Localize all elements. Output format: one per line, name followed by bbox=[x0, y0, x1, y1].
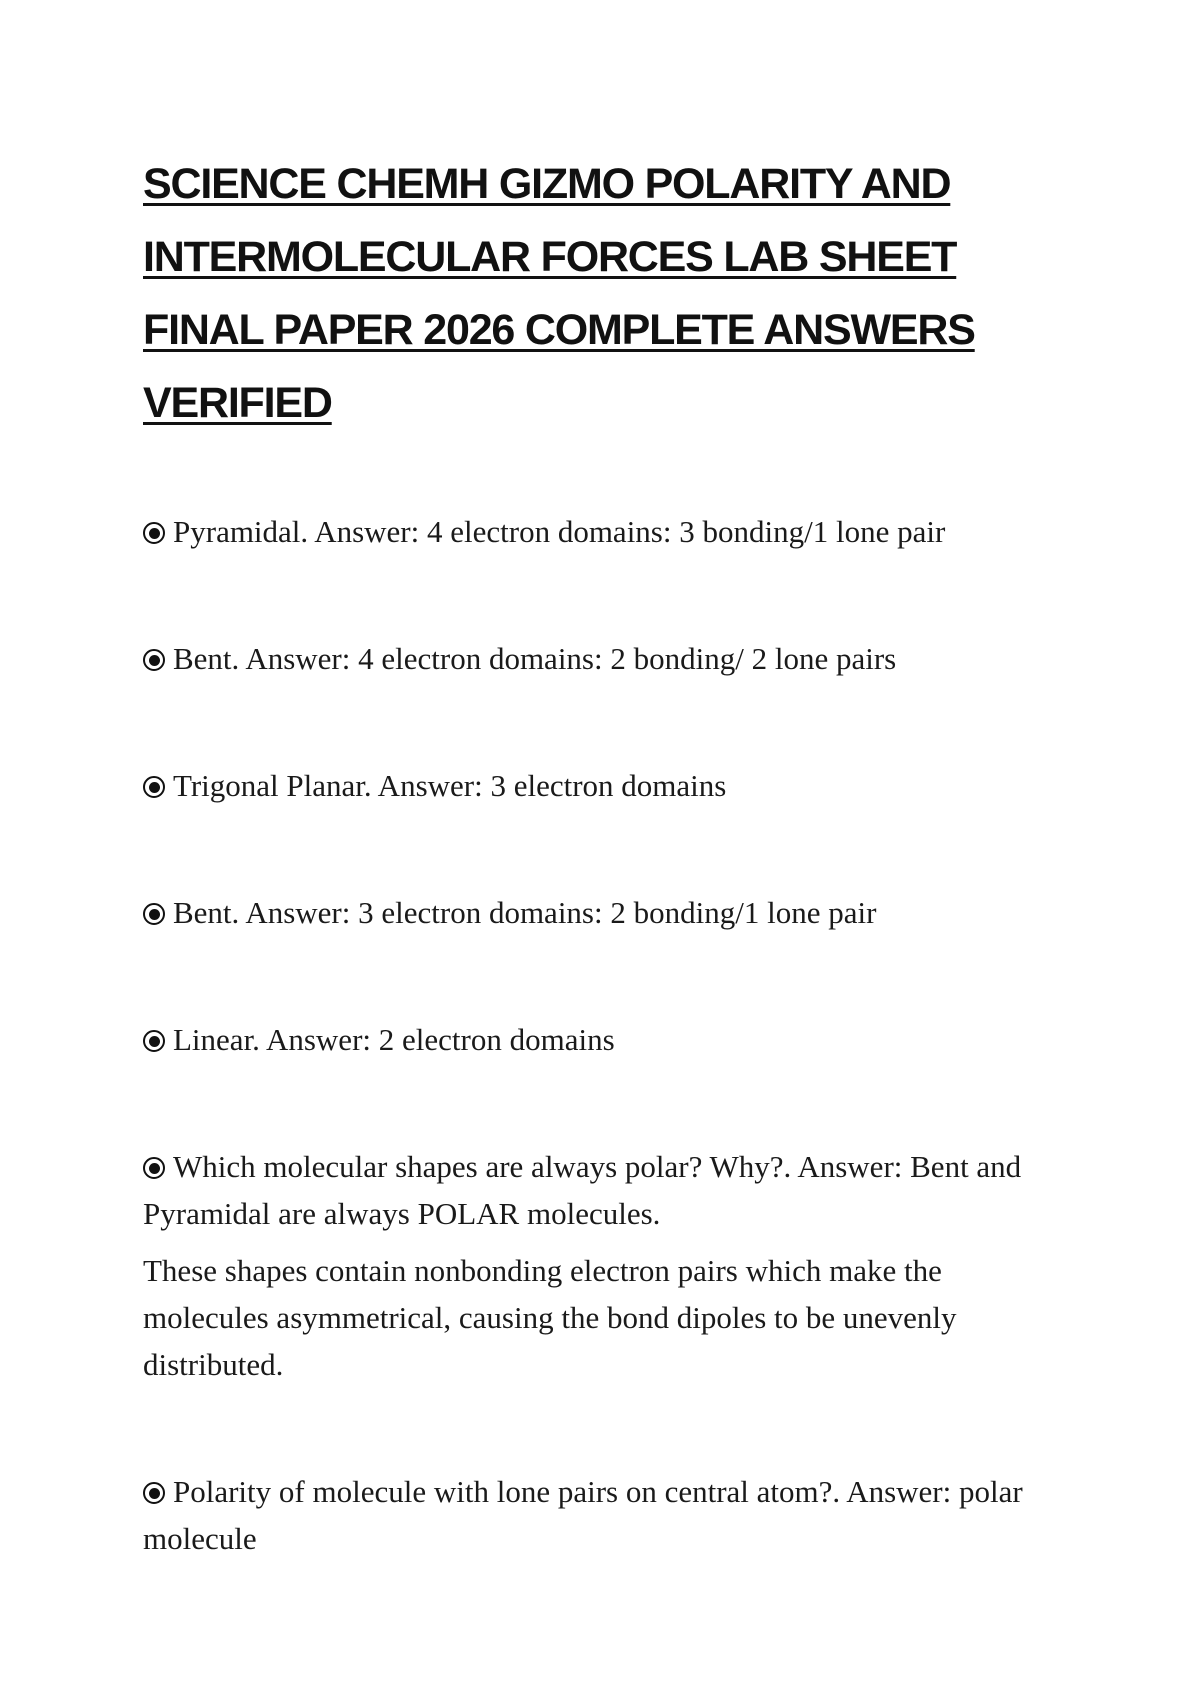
qa-item bbox=[143, 1143, 1050, 1388]
qa-item bbox=[143, 1016, 1050, 1063]
qa-text: Which molecular shapes are always polar? Why?. Answer: Bent and Pyramidal are always POLAR molecules. bbox=[143, 1149, 1022, 1231]
radio-bullet-icon bbox=[143, 1157, 165, 1179]
qa-item bbox=[143, 762, 1050, 809]
qa-text: Bent. Answer: 4 electron domains: 2 bonding/ 2 lone pairs bbox=[173, 641, 897, 676]
qa-text: Linear. Answer: 2 electron domains bbox=[173, 1022, 615, 1057]
qa-text: Bent. Answer: 3 electron domains: 2 bonding/1 lone pair bbox=[173, 895, 877, 930]
qa-text: Pyramidal. Answer: 4 electron domains: 3 bonding/1 lone pair bbox=[173, 514, 946, 549]
radio-bullet-icon bbox=[143, 1482, 165, 1504]
qa-list bbox=[143, 508, 1050, 1562]
radio-bullet-icon bbox=[143, 649, 165, 671]
qa-item bbox=[143, 635, 1050, 682]
qa-item bbox=[143, 1468, 1050, 1562]
radio-bullet-icon bbox=[143, 522, 165, 544]
qa-item bbox=[143, 508, 1050, 555]
qa-item bbox=[143, 889, 1050, 936]
radio-bullet-icon bbox=[143, 903, 165, 925]
qa-text: Trigonal Planar. Answer: 3 electron domains bbox=[173, 768, 727, 803]
radio-bullet-icon bbox=[143, 776, 165, 798]
radio-bullet-icon bbox=[143, 1030, 165, 1052]
qa-explanation: These shapes contain nonbonding electron pairs which make the molecules asymmetrical, causing the bond dipoles to be unevenly distributed. bbox=[143, 1253, 957, 1382]
qa-text: Polarity of molecule with lone pairs on central atom?. Answer: polar molecule bbox=[143, 1474, 1023, 1556]
document-title: SCIENCE CHEMH GIZMO POLARITY AND INTERMOLECULAR FORCES LAB SHEET FINAL PAPER 2026 COMPLETE ANSWERS VERIFIED bbox=[143, 160, 975, 427]
